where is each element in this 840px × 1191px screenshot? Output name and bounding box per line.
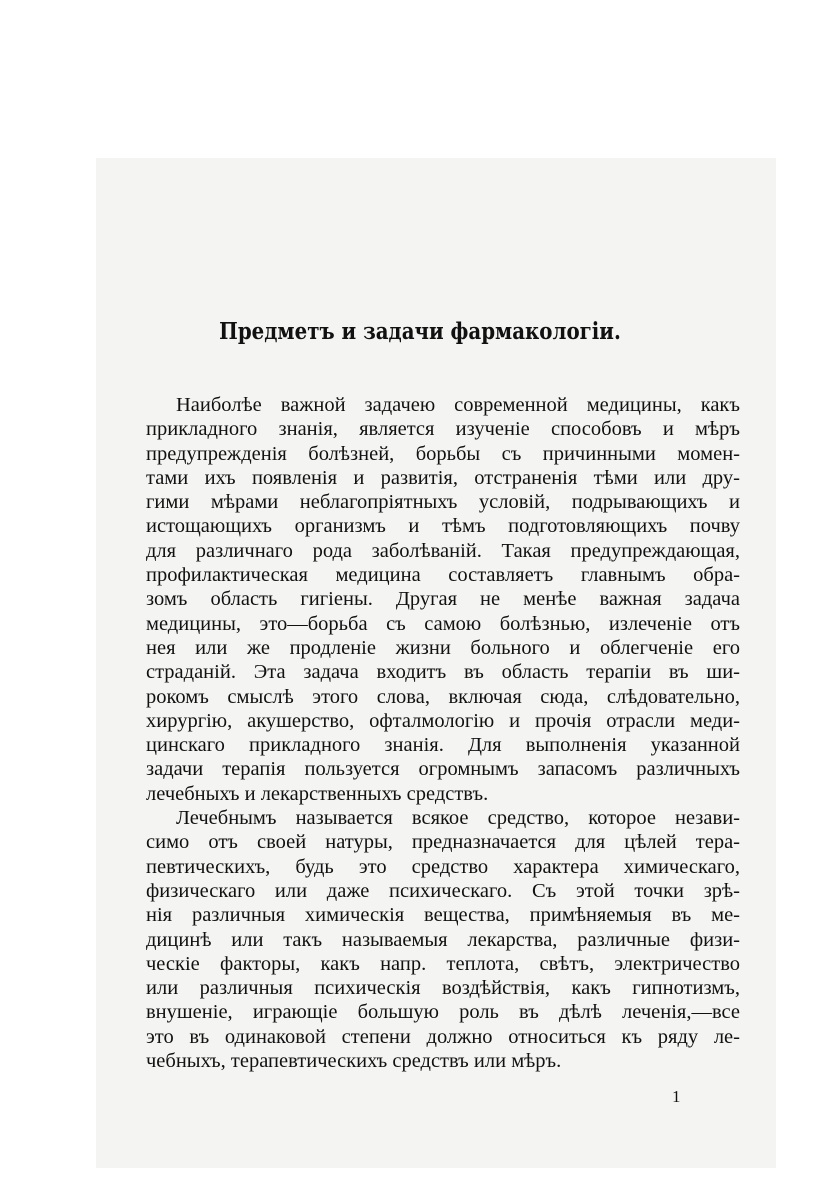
text-line: дицинѣ или такъ называемыя лекарства, различные физи- [146,928,740,951]
text-line: рокомъ смыслѣ этого слова, включая сюда, слѣдовательно, [146,685,740,708]
text-line: страданій. Эта задача входитъ въ область терапіи въ ши- [146,661,740,684]
text-line: зомъ область гигіены. Другая не менѣе важная задача [146,588,740,611]
text-line: хирургію, акушерство, офталмологію и прочія отрасли меди- [146,709,740,732]
text-line: ческіе факторы, какъ напр. теплота, свѣтъ, электричество [146,952,740,975]
text-line: цинскаго прикладного знанія. Для выполненія указанной [146,734,740,757]
text-line: гими мѣрами неблагопріятныхъ условій, подрывающихъ и [146,491,740,514]
text-line: задачи терапія пользуется огромнымъ запасомъ различныхъ [146,758,740,781]
text-line: или различныя психическія воздѣйствія, какъ гипнотизмъ, [146,977,740,1000]
text-line: симо отъ своей натуры, предназначается для цѣлей тера- [146,831,740,854]
text-line: физическаго или даже психическаго. Съ этой точки зрѣ- [146,879,740,902]
text-line: лечебныхъ и лекарственныхъ средствъ. [146,782,489,805]
text-line: предупрежденія болѣзней, борьбы съ причинными момен- [146,442,740,465]
text-line: Лечебнымъ называется всякое средство, которое незави- [176,807,740,830]
paragraph-1 [146,393,740,806]
text-line: тами ихъ появленія и развитія, отстраненія тѣми или дру- [146,466,740,489]
text-line: нія различныя химическія вещества, примѣняемыя въ ме- [146,904,740,927]
text-line: внушеніе, играющіе большую роль въ дѣлѣ леченія,—все [146,1001,740,1024]
text-line: нея или же продленіе жизни больного и облегченіе его [146,636,740,659]
text-line: это въ одинаковой степени должно относиться къ ряду ле- [146,1025,740,1048]
body-text [146,393,740,1073]
text-line: чебныхъ, терапевтическихъ средствъ или мѣръ. [146,1050,562,1073]
text-line: для различнаго рода заболѣваній. Такая предупреждающая, [146,539,740,562]
text-line: певтическихъ, будь это средство характера химическаго, [146,855,740,878]
chapter-title: Предметъ и задачи фармакологіи. [219,318,621,345]
text-line: истощающихъ организмъ и тѣмъ подготовляющихъ почву [146,515,740,538]
paragraph-2 [146,806,740,1073]
text-line: медицины, это—борьба съ самою болѣзнью, излеченіе отъ [146,612,740,635]
page-number: 1 [672,1087,681,1106]
text-line: профилактическая медицина составляетъ главнымъ обра- [146,564,740,587]
text-line: Наиболѣе важной задачею современной медицины, какъ [176,394,740,416]
text-line: прикладного знанія, является изученіе способовъ и мѣръ [146,418,740,441]
